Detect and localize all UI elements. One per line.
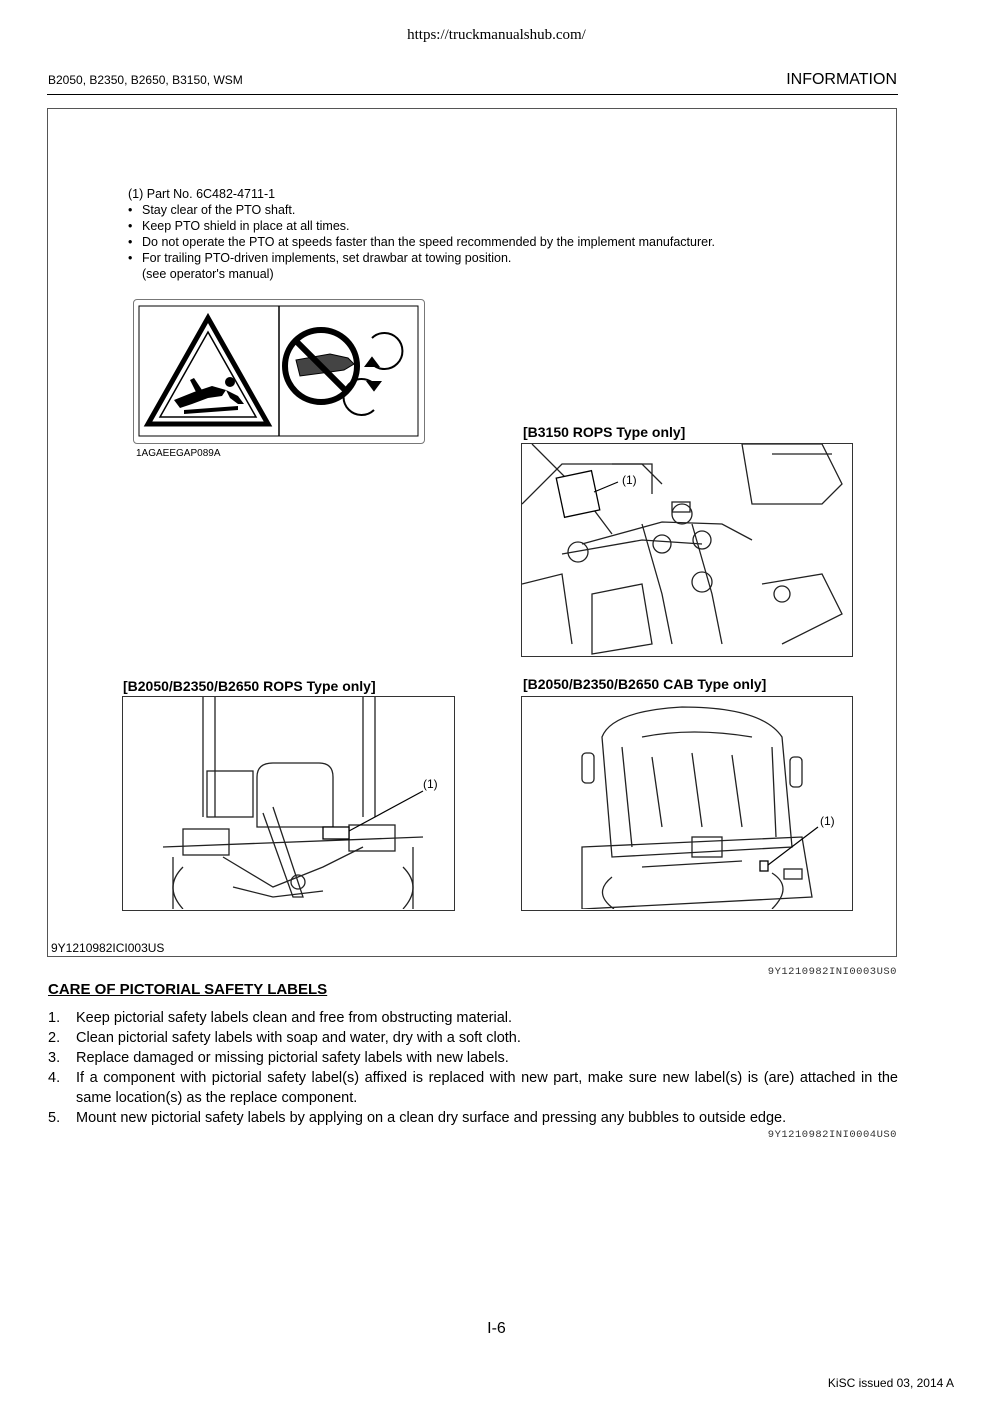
b3150-rops-photo xyxy=(521,443,853,657)
doc-code: 9Y1210982INI0004US0 xyxy=(767,1129,897,1141)
bullet-item: • For trailing PTO-driven implements, set drawbar at towing position. xyxy=(128,250,715,266)
doc-code: 9Y1210982INI0003US0 xyxy=(767,966,897,978)
list-item: 3. Replace damaged or missing pictorial safety labels with new labels. xyxy=(48,1050,509,1066)
header-section: INFORMATION xyxy=(786,71,897,88)
figure-code: 9Y1210982ICI003US xyxy=(51,941,165,955)
tractor-rear-drawing xyxy=(522,444,851,655)
callout-label: (1) xyxy=(820,814,835,828)
part-number: (1) Part No. 6C482-4711-1 xyxy=(128,187,276,201)
callout-label: (1) xyxy=(423,777,438,791)
bullet-item: • Do not operate the PTO at speeds faster than the speed recommended by the implement manufacturer. xyxy=(128,234,715,250)
list-item: 2. Clean pictorial safety labels with soap and water, dry with a soft cloth. xyxy=(48,1030,521,1046)
tractor-rops-drawing xyxy=(123,697,453,909)
decal-code: 1AGAEEGAP089A xyxy=(136,448,221,459)
b2050-cab-caption: [B2050/B2350/B2650 CAB Type only] xyxy=(523,676,767,692)
callout-label: (1) xyxy=(622,473,637,487)
bullet-item: • Stay clear of the PTO shaft. xyxy=(128,202,715,218)
no-hand-prohibition-icon xyxy=(285,330,357,402)
label-location-marker xyxy=(760,861,768,871)
list-item: 4. If a component with pictorial safety label(s) affixed is replaced with new part, make sure new label(s) is (are) attached in the same location(s) as the replace component. xyxy=(48,1070,898,1106)
source-url[interactable]: https://truckmanualshub.com/ xyxy=(407,27,586,43)
b2050-rops-caption: [B2050/B2350/B2650 ROPS Type only] xyxy=(123,678,376,694)
page-number: I-6 xyxy=(487,1320,506,1337)
label-location-marker xyxy=(323,827,349,839)
b3150-rops-caption: [B3150 ROPS Type only] xyxy=(523,424,686,440)
manual-note: (see operator's manual) xyxy=(142,267,274,281)
header-rule xyxy=(47,94,898,95)
list-item: 5. Mount new pictorial safety labels by applying on a clean dry surface and pressing any bubbles to outside edge. xyxy=(48,1110,787,1126)
tractor-cab-drawing xyxy=(522,697,851,909)
warning-triangle-icon xyxy=(148,318,268,424)
issue-info: KiSC issued 03, 2014 A xyxy=(827,1376,954,1390)
safety-decal xyxy=(133,299,425,444)
label-location-marker xyxy=(556,471,600,518)
b2050-cab-photo xyxy=(521,696,853,911)
b2050-rops-photo xyxy=(122,696,455,911)
safety-label-text xyxy=(128,186,715,282)
decal-pictogram xyxy=(134,300,423,442)
header-models: B2050, B2350, B2650, B3150, WSM xyxy=(48,73,243,87)
care-list xyxy=(48,1008,898,1128)
bullet-item: • Keep PTO shield in place at all times. xyxy=(128,218,715,234)
list-item: 1. Keep pictorial safety labels clean and free from obstructing material. xyxy=(48,1010,513,1026)
section-title: CARE OF PICTORIAL SAFETY LABELS xyxy=(48,981,328,998)
